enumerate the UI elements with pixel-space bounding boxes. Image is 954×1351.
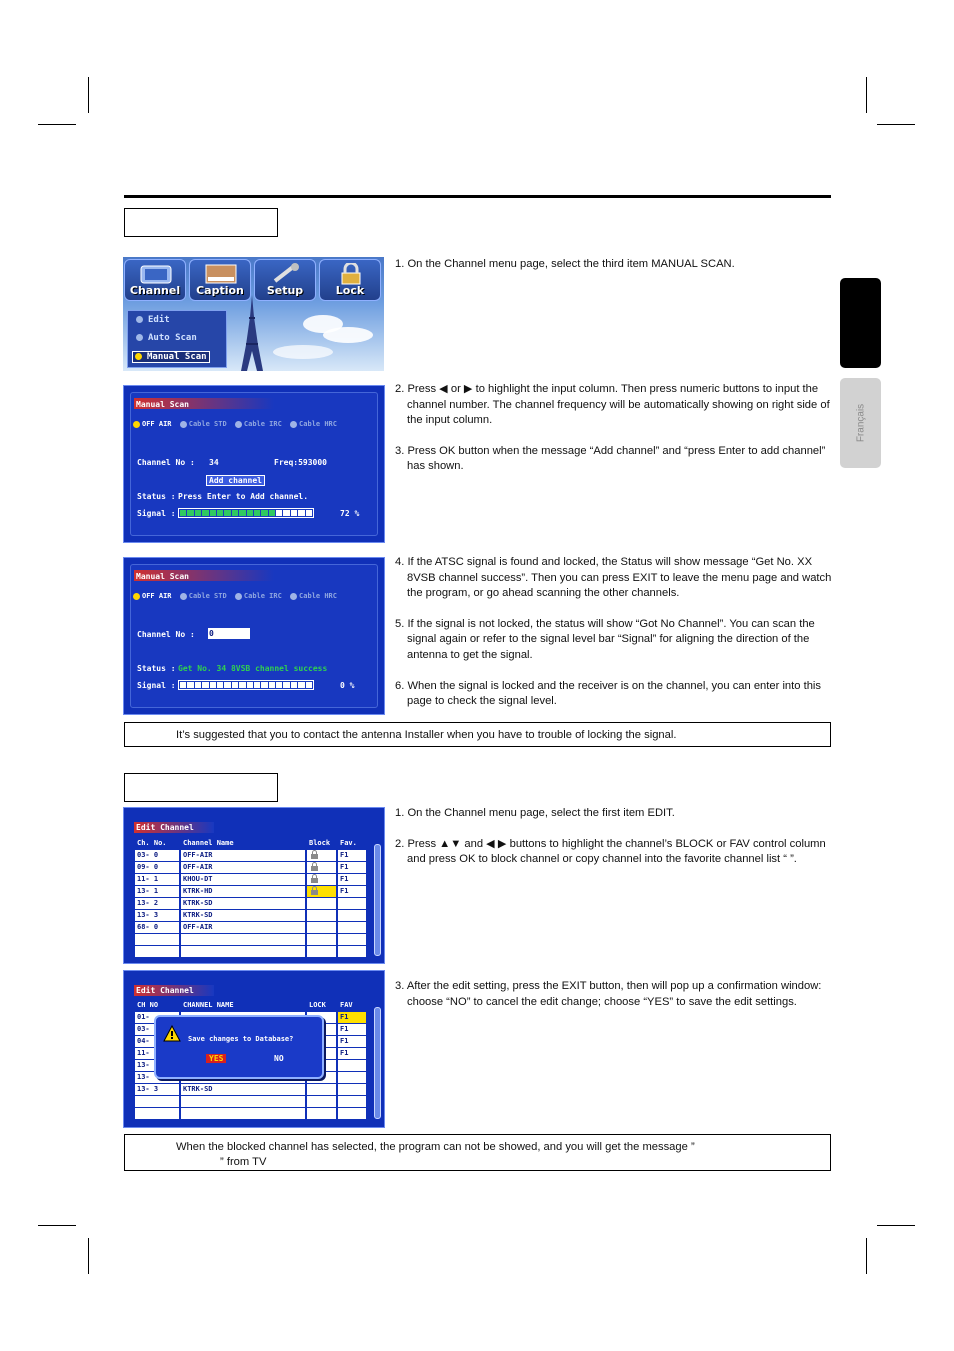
table-cell: 13- 2 [135,898,179,909]
signal-segment [232,510,238,516]
osd-title: Manual Scan [136,400,189,409]
table-cell[interactable] [307,874,336,885]
tab-caption[interactable]: Caption [189,259,251,301]
signal-segment [217,510,223,516]
table-cell: 09- 0 [135,862,179,873]
table-row[interactable] [135,898,370,910]
table-row[interactable] [135,1108,370,1120]
status-label: Status : [137,664,176,673]
signal-segment [180,510,186,516]
table-cell [181,1096,305,1107]
table-cell [135,1096,179,1107]
signal-segment [269,510,275,516]
table-row[interactable] [135,886,370,898]
caption-icon [204,263,238,285]
signal-segment [261,682,267,688]
manual-scan-instructions-b [395,382,835,475]
signal-segment [217,682,223,688]
menu-item-manual-scan[interactable]: Manual Scan [132,351,210,363]
signal-segment [239,682,245,688]
table-cell[interactable] [307,1084,336,1095]
table-cell: 68- 0 [135,922,179,933]
table-cell[interactable]: F1 [338,1012,366,1023]
signal-segment [187,510,193,516]
table-cell[interactable] [307,1096,336,1107]
signal-segment [306,510,312,516]
column-header: Block [309,839,331,847]
menu-item-auto-scan[interactable]: Auto Scan [136,333,197,343]
crop-mark [866,77,867,113]
manual-scan-step-1: 1. On the Channel menu page, select the third item MANUAL SCAN. [395,258,735,270]
signal-segment [269,682,275,688]
signal-segment [291,510,297,516]
table-cell [135,934,179,945]
language-tab-french[interactable] [840,378,881,468]
table-cell[interactable] [307,922,336,933]
signal-segment [254,510,260,516]
signal-segment [276,510,282,516]
channel-no-label: Channel No : [137,630,195,639]
table-cell[interactable] [307,1108,336,1119]
status-label: Status : [137,492,176,501]
manual-scan-instructions-c [395,555,835,710]
table-cell: OFF-AIR [181,850,305,861]
table-cell[interactable] [338,922,366,933]
signal-segment [202,510,208,516]
crop-mark [38,124,76,125]
save-confirmation-dialog [154,1015,324,1079]
channel-table [135,838,370,956]
signal-segment [254,682,260,688]
header-rule [124,195,831,198]
table-cell[interactable]: F1 [338,1036,366,1047]
table-row[interactable] [135,862,370,874]
crop-mark [866,1238,867,1274]
add-channel-button[interactable]: Add channel [206,475,265,486]
column-header: Ch. No. [137,839,167,847]
table-cell[interactable]: F1 [338,1024,366,1035]
table-cell[interactable] [338,1072,366,1083]
table-cell[interactable] [338,934,366,945]
table-cell [135,946,179,957]
table-cell: KTRK-HD [181,886,305,897]
edit-channel-step-3: 3. After the edit setting, press the EXIT button, then will pop up a confirmation window: choose “NO” to cancel the edit change; choose “YES” to save the edit settings. [395,980,822,1008]
signal-segment [283,682,289,688]
table-cell [181,934,305,945]
table-cell: 04- [135,1036,179,1047]
signal-segment [224,510,230,516]
menu-item-edit[interactable]: Edit [136,315,170,325]
table-row[interactable] [135,910,370,922]
table-cell: 01- [135,1012,179,1023]
table-cell: KTRK-SD [181,898,305,909]
section-title-box-edit-channel [124,773,278,802]
table-cell[interactable] [338,1084,366,1095]
table-cell: 11- [135,1048,179,1059]
signal-segment [306,682,312,688]
manual-scan-step-3: 3. Press OK button when the message “Add channel” and “press Enter to add channel” has shown. [395,444,826,473]
signal-segment [187,682,193,688]
signal-segment [232,682,238,688]
dialog-question: Save changes to Database? [188,1035,294,1043]
lock-icon [309,886,319,896]
signal-segment [202,682,208,688]
signal-level-bar [178,508,314,518]
lock-icon [309,874,319,884]
table-row[interactable] [135,946,370,958]
manual-scan-screenshot-2 [123,557,385,715]
table-cell: 11- 1 [135,874,179,885]
edit-channel-instructions-a [395,806,835,868]
eiffel-tower-icon [241,295,263,371]
table-cell: 03- [135,1024,179,1035]
crop-mark [88,77,89,113]
language-tab-french-label: Français [855,403,866,443]
manual-scan-step-5: 5. If the signal is not locked, the status will show “Got No Channel”. You can scan the signal again or refer to the signal level bar “Signal” for aligning the direction of the antenna to get the signal. [395,617,815,661]
manual-scan-note: It’s suggested that you to contact the antenna Installer when you have to trouble of locking the signal. [124,722,831,747]
table-header [135,1000,370,1012]
channel-icon [139,263,173,285]
tab-setup[interactable]: Setup [254,259,316,301]
yes-button[interactable]: YES [206,1054,226,1063]
table-row[interactable] [135,934,370,946]
signal-segment [261,510,267,516]
status-value: Press Enter to Add channel. [178,492,309,501]
scan-mode-radios[interactable]: OFF AIR Cable STD Cable IRC Cable HRC [133,420,337,428]
channel-no-input[interactable]: 0 [208,628,250,639]
table-row[interactable] [135,922,370,934]
signal-segment [210,682,216,688]
table-cell: 13- [135,1072,179,1083]
lock-icon [334,263,368,285]
edit-channel-step-1: 1. On the Channel menu page, select the first item EDIT. [395,807,675,819]
table-cell: 13- [135,1060,179,1071]
no-button[interactable]: NO [274,1054,284,1063]
signal-segment [298,510,304,516]
table-cell[interactable] [307,934,336,945]
tab-lock[interactable]: Lock [319,259,381,301]
manual-scan-step-2: 2. Press ◀ or ▶ to highlight the input column. Then press numeric buttons to input the channel number. The channel frequency will be automatically showing on right side of the input column. [395,383,830,427]
osd-title: Edit Channel [136,986,194,995]
table-cell[interactable] [307,910,336,921]
freq-readout: Freq:593000 [274,458,327,467]
table-cell: 13- 1 [135,886,179,897]
osd-title: Manual Scan [136,572,189,581]
table-cell: 03- 0 [135,850,179,861]
crop-mark [877,124,915,125]
signal-segment [298,682,304,688]
language-tab-english[interactable] [840,278,881,368]
table-cell: KTRK-SD [181,910,305,921]
signal-segment [195,510,201,516]
tab-channel[interactable]: Channel [124,259,186,301]
crop-mark [88,1238,89,1274]
warning-icon [163,1025,181,1042]
table-cell: KTRK-SD [181,1084,305,1095]
channel-menu-screenshot [123,257,384,371]
column-header: Channel Name [183,839,234,847]
table-cell[interactable] [338,1108,366,1119]
status-value: Get No. 34 8VSB channel success [178,664,328,673]
table-row[interactable] [135,1096,370,1108]
table-cell[interactable]: F1 [338,850,366,861]
osd-title: Edit Channel [136,823,194,832]
edit-channel-note: When the blocked channel has selected, the program can not be showed, and you will get the message ” ” from TV [124,1134,831,1171]
table-cell[interactable] [307,850,336,861]
table-cell[interactable] [338,946,366,957]
table-cell[interactable]: F1 [338,874,366,885]
channel-no-value[interactable]: 34 [209,458,219,467]
manual-scan-step-4: 4. If the ATSC signal is found and locked, the Status will show message “Get No. XX 8VSB channel success”. Then you can press EXIT to leave the menu page and watch the program, or go ahead scanning the other channels. [395,556,832,600]
table-cell: KHOU-DT [181,874,305,885]
table-cell[interactable]: F1 [338,862,366,873]
table-row[interactable] [135,874,370,886]
signal-segment [283,510,289,516]
channel-no-label: Channel No : [137,458,195,467]
table-cell[interactable]: F1 [338,1048,366,1059]
wrench-icon [269,263,303,285]
signal-segment [291,682,297,688]
table-cell: 13- 3 [135,910,179,921]
table-cell: 13- 3 [135,1084,179,1095]
signal-percent: 72 % [340,509,360,518]
signal-segment [276,682,282,688]
column-header: LOCK [309,1001,326,1009]
table-cell[interactable] [338,1096,366,1107]
table-cell[interactable] [307,898,336,909]
edit-channel-step-2: 2. Press ▲▼ and ◀ ▶ buttons to highlight the channel’s BLOCK or FAV control column and press OK to block channel or copy channel into the favorite channel list “ ”. [395,837,826,866]
crop-mark [38,1225,76,1226]
signal-segment [224,682,230,688]
signal-segment [247,682,253,688]
scrollbar[interactable] [374,844,381,956]
signal-segment [239,510,245,516]
signal-label: Signal : [137,681,176,690]
table-cell[interactable] [307,946,336,957]
signal-segment [247,510,253,516]
manual-scan-instructions-a [395,257,835,273]
column-header: FAV [340,1001,353,1009]
signal-percent: 0 % [340,681,355,690]
column-header: CH NO [137,1001,159,1009]
edit-channel-screenshot-1 [123,807,385,964]
section-title-box-manual-scan [124,208,278,237]
scan-mode-radios[interactable]: OFF AIR Cable STD Cable IRC Cable HRC [133,592,337,600]
table-row[interactable] [135,1084,370,1096]
column-header: CHANNEL NAME [183,1001,234,1009]
table-cell: OFF-AIR [181,862,305,873]
table-cell[interactable] [338,910,366,921]
lock-icon [309,862,319,872]
table-cell [181,1108,305,1119]
table-header [135,838,370,850]
signal-segment [180,682,186,688]
table-cell[interactable]: F1 [338,886,366,897]
edit-channel-instructions-b [395,979,835,1010]
signal-level-bar [178,680,314,690]
table-cell [135,1108,179,1119]
edit-channel-screenshot-2 [123,970,385,1128]
table-cell[interactable] [307,886,336,897]
table-cell[interactable] [307,862,336,873]
manual-scan-step-6: 6. When the signal is locked and the receiver is on the channel, you can enter into this page to check the signal level. [395,679,821,708]
table-cell [181,946,305,957]
table-cell[interactable] [338,1060,366,1071]
channel-submenu [127,310,227,368]
manual-scan-screenshot-1 [123,385,385,543]
lock-icon [309,850,319,860]
crop-mark [877,1225,915,1226]
table-cell[interactable] [338,898,366,909]
table-row[interactable] [135,850,370,862]
scrollbar[interactable] [374,1007,381,1119]
signal-segment [210,510,216,516]
column-header: Fav. [340,839,357,847]
signal-label: Signal : [137,509,176,518]
signal-segment [195,682,201,688]
table-cell: OFF-AIR [181,922,305,933]
